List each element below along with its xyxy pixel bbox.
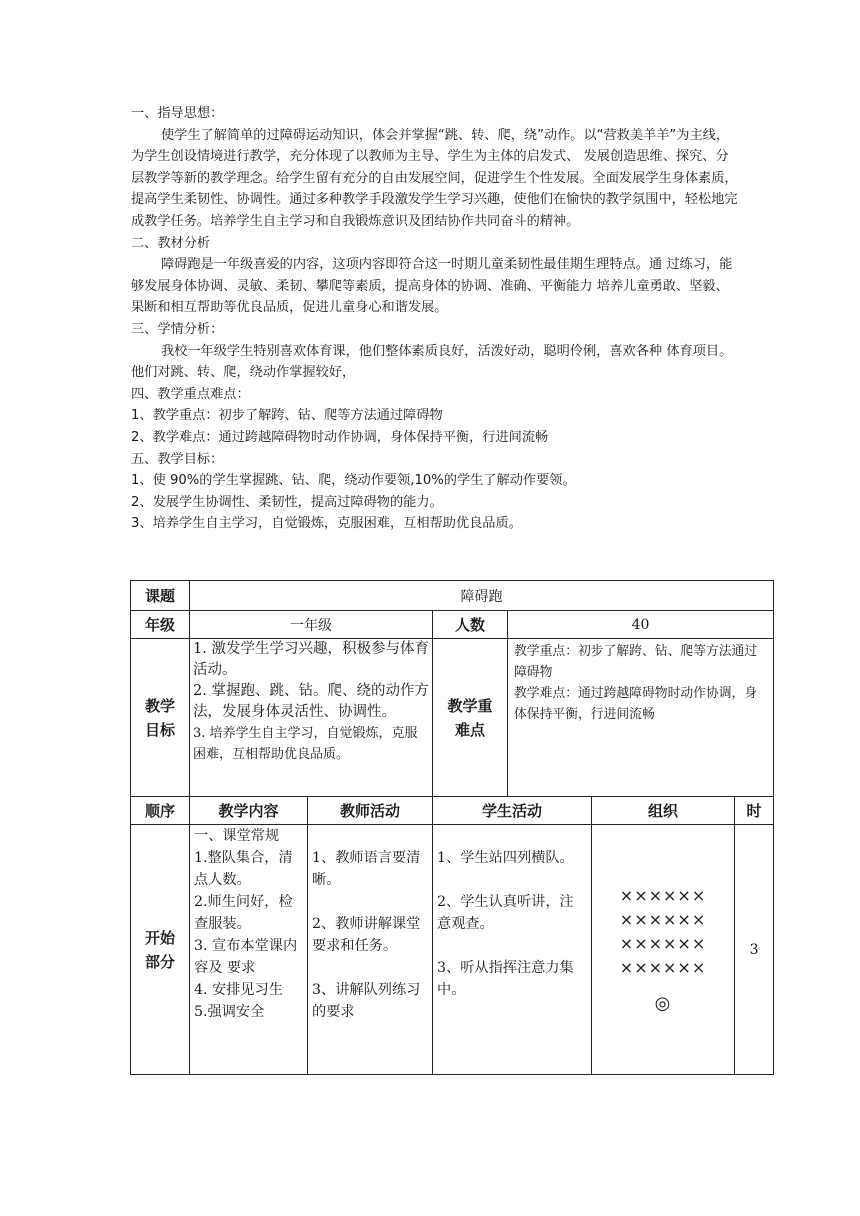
start-part-label [131,825,190,1075]
keypoints-cell [508,639,774,797]
content-line: 1.整队集合，清点人数。 [194,850,293,888]
content-line: 2.师生问好，检查服装。 [194,894,293,932]
objective-item: 2、发展学生协调性、柔韧性，提高过障碍物的能力。 [131,494,443,510]
objective-item: 1、使 90%的学生掌握跳、钻、爬，绕动作要领,10%的学生了解动作要领。 [131,473,576,489]
formation-row: ×××××× [619,957,707,977]
section-heading-objectives: 五、教学目标： [131,451,224,467]
lesson-plan-table [130,580,774,1075]
grade-value: 一年级 [190,611,433,639]
start-student-cell [433,825,592,1075]
formation-row: ×××××× [619,933,707,953]
teacher-activity: 2、教师讲解课堂要求和任务。 [312,916,421,954]
student-activity: 1、学生站四列横队。 [437,850,574,866]
student-activity: 3、听从指挥注意力集中。 [437,960,574,998]
header-time: 时 [735,797,774,825]
goals-label-text: 教学目标 [144,696,175,739]
goals-cell [190,639,433,797]
teacher-activity: 1、教师语言要清晰。 [312,850,421,888]
key-point-item: 1、教学重点：初步了解跨、钻、爬等方法通过障碍物 [131,408,443,424]
header-content: 教学内容 [190,797,308,825]
formation-row: ×××××× [619,909,707,929]
keypoints-label [433,639,508,797]
keypoint-item: 教学重点：初步了解跨、钻、爬等方法通过障碍物 [514,644,758,680]
objective-item: 3、培养学生自主学习，自觉锻炼，克服困难，互相帮助优良品质。 [131,516,522,532]
section-heading-student-analysis: 三、学情分析： [131,321,224,337]
header-org: 组织 [592,797,735,825]
teacher-activity: 3、讲解队列练习的要求 [312,982,421,1020]
student-activity: 2、学生认真听讲，注意观查。 [437,894,574,932]
section-heading-key-points: 四、教学重点难点： [131,386,250,402]
goal-item: 2. 掌握跑、跳、钻。爬、绕的动作方法，发展身体灵活性、协调性。 [193,683,429,720]
grade-label: 年级 [131,611,190,639]
section-body-student-analysis: 我校一年级学生特别喜欢体育课，他们整体素质良好，活泼好动，聪明伶俐，喜欢各种 体育项目。他们对跳、转、爬，绕动作掌握较好， [131,343,733,381]
header-student: 学生活动 [433,797,592,825]
goals-label [131,639,190,797]
section-heading-material-analysis: 二、教材分析 [131,235,211,251]
goal-item: 1. 激发学生学习兴趣，积极参与体育活动。 [193,641,429,678]
section-heading-guiding-thought: 一、指导思想： [131,106,224,121]
header-teacher: 教师活动 [308,797,433,825]
difficulty-point-item: 教学难点：通过跨越障碍物时动作协调，身体保持平衡，行进间流畅 [514,686,758,722]
count-value: 40 [508,611,774,639]
content-line: 4. 安排见习生 [194,982,283,998]
topic-label: 课题 [131,581,190,611]
lesson-plan-text [131,103,741,535]
content-line: 3. 宣布本堂课内容及 要求 [194,938,298,976]
start-content-cell [190,825,308,1075]
teacher-position-icon: ◎ [654,992,672,1014]
goal-item: 3. 培养学生自主学习，自觉锻炼，克服困难，互相帮助优良品质。 [193,726,418,762]
start-part-label-text: 开始部分 [144,928,175,971]
header-order: 顺序 [131,797,190,825]
content-line: 5.强调安全 [194,1004,265,1020]
start-teacher-cell [308,825,433,1075]
formation-row: ×××××× [619,885,707,905]
section-body-guiding-thought: 使学生了解简单的过障碍运动知识，体会并掌握“跳、转、爬，绕”动作。以“营救美羊羊”为主线，为学生创设情境进行教学，充分体现了以教师为主导、学生为主体的启发式、 发展创造思维、探究、分层教学等新的教学理念。给学生留有充分的自由发展空间，促进学生个性发展。全面发展学生身体素质，提高学生柔韧性、协调性。通过多种教学手段激发学生学习兴趣，使他们在愉快的教学氛围中，轻松地完成教学任务。培养学生自主学习和自我锻炼意识及团结协作共同奋斗的精神。 [131,127,738,229]
topic-value: 障碍跑 [190,581,774,611]
start-org-cell [592,825,735,1075]
difficulty-item: 2、教学难点：通过跨越障碍物时动作协调，身体保持平衡，行进间流畅 [131,429,549,445]
section-body-material-analysis: 障碍跑是一年级喜爱的内容，这项内容即符合这一时期儿童柔韧性最佳期生理特点。通 过练习，能够发展身体协调、灵敏、柔韧、攀爬等素质，提高身体的协调、准确、平衡能力 培养儿童勇敢、坚毅、果断和相互帮助等优良品质，促进儿童身心和谐发展。 [131,257,733,316]
start-time: 3 [735,825,774,1075]
keypoints-label-text: 教学重难点 [447,696,493,739]
content-line: 一、课堂常规 [194,828,280,844]
count-label: 人数 [433,611,508,639]
